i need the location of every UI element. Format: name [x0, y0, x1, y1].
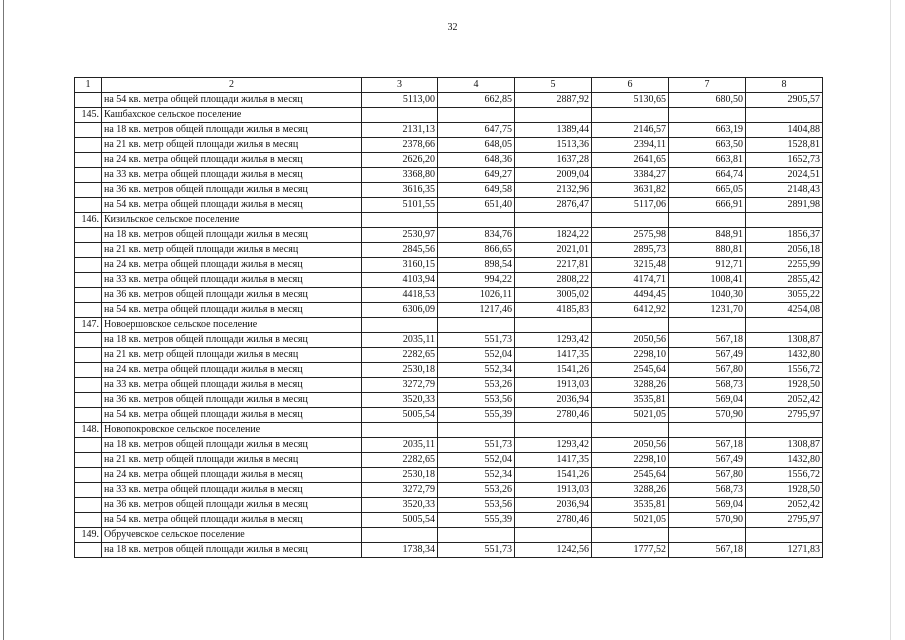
- value-cell: 912,71: [669, 258, 746, 273]
- row-label: на 18 кв. метров общей площади жилья в месяц: [102, 333, 362, 348]
- index-cell: [75, 498, 102, 513]
- value-cell: 567,49: [669, 453, 746, 468]
- value-cell: 3005,02: [515, 288, 592, 303]
- index-cell: [75, 468, 102, 483]
- index-cell: [75, 168, 102, 183]
- value-cell: 2795,97: [746, 408, 823, 423]
- value-cell: 2035,11: [362, 333, 438, 348]
- value-cell: 2845,56: [362, 243, 438, 258]
- index-cell: [75, 258, 102, 273]
- value-cell: 3631,82: [592, 183, 669, 198]
- section-index: 147.: [75, 318, 102, 333]
- value-cell: 1541,26: [515, 363, 592, 378]
- empty-cell: [438, 318, 515, 333]
- section-index: 148.: [75, 423, 102, 438]
- value-cell: 1308,87: [746, 333, 823, 348]
- row-label: на 36 кв. метров общей площади жилья в месяц: [102, 288, 362, 303]
- index-cell: [75, 363, 102, 378]
- empty-cell: [438, 108, 515, 123]
- page-left-edge: [3, 0, 4, 640]
- value-cell: 1293,42: [515, 438, 592, 453]
- value-cell: 2626,20: [362, 153, 438, 168]
- index-cell: [75, 438, 102, 453]
- value-cell: 1026,11: [438, 288, 515, 303]
- header-cell: 8: [746, 78, 823, 93]
- value-cell: 567,80: [669, 363, 746, 378]
- value-cell: 3616,35: [362, 183, 438, 198]
- value-cell: 2050,56: [592, 438, 669, 453]
- value-cell: 2056,18: [746, 243, 823, 258]
- value-cell: 2545,64: [592, 363, 669, 378]
- value-cell: 4103,94: [362, 273, 438, 288]
- empty-cell: [438, 423, 515, 438]
- section-title: Новопокровское сельское поселение: [102, 423, 362, 438]
- value-cell: 1528,81: [746, 138, 823, 153]
- value-cell: 3520,33: [362, 498, 438, 513]
- table-row: [75, 243, 823, 258]
- value-cell: 570,90: [669, 408, 746, 423]
- table-row: [75, 393, 823, 408]
- value-cell: 552,04: [438, 348, 515, 363]
- value-cell: 2887,92: [515, 93, 592, 108]
- table-row: [75, 333, 823, 348]
- value-cell: 648,36: [438, 153, 515, 168]
- header-cell: 7: [669, 78, 746, 93]
- value-cell: 1231,70: [669, 303, 746, 318]
- value-cell: 651,40: [438, 198, 515, 213]
- index-cell: [75, 393, 102, 408]
- value-cell: 3384,27: [592, 168, 669, 183]
- table-row: [75, 453, 823, 468]
- value-cell: 552,04: [438, 453, 515, 468]
- value-cell: 567,80: [669, 468, 746, 483]
- table-row: [75, 183, 823, 198]
- value-cell: 2891,98: [746, 198, 823, 213]
- value-cell: 2036,94: [515, 498, 592, 513]
- empty-cell: [592, 318, 669, 333]
- value-cell: 3368,80: [362, 168, 438, 183]
- value-cell: 834,76: [438, 228, 515, 243]
- row-label: на 54 кв. метра общей площади жилья в месяц: [102, 303, 362, 318]
- table-row: [75, 543, 823, 558]
- value-cell: 994,22: [438, 273, 515, 288]
- row-label: на 36 кв. метров общей площади жилья в месяц: [102, 183, 362, 198]
- index-cell: [75, 333, 102, 348]
- value-cell: 2009,04: [515, 168, 592, 183]
- row-label: на 36 кв. метров общей площади жилья в месяц: [102, 393, 362, 408]
- value-cell: 2298,10: [592, 453, 669, 468]
- empty-cell: [515, 528, 592, 543]
- row-label: на 36 кв. метров общей площади жилья в месяц: [102, 498, 362, 513]
- table-row: [75, 198, 823, 213]
- value-cell: 3535,81: [592, 498, 669, 513]
- table-row: [75, 258, 823, 273]
- value-cell: 866,65: [438, 243, 515, 258]
- table-row: [75, 408, 823, 423]
- value-cell: 2545,64: [592, 468, 669, 483]
- table-header-row: [75, 78, 823, 93]
- section-title: Кизильское сельское поселение: [102, 213, 362, 228]
- value-cell: 1913,03: [515, 378, 592, 393]
- value-cell: 666,91: [669, 198, 746, 213]
- empty-cell: [669, 423, 746, 438]
- table-row: [75, 468, 823, 483]
- value-cell: 552,34: [438, 363, 515, 378]
- empty-cell: [438, 528, 515, 543]
- value-cell: 570,90: [669, 513, 746, 528]
- value-cell: 3288,26: [592, 483, 669, 498]
- empty-cell: [592, 108, 669, 123]
- index-cell: [75, 513, 102, 528]
- table-row: [75, 138, 823, 153]
- empty-cell: [362, 528, 438, 543]
- tariff-table: [74, 77, 823, 558]
- row-label: на 21 кв. метр общей площади жилья в месяц: [102, 138, 362, 153]
- value-cell: 3215,48: [592, 258, 669, 273]
- value-cell: 1913,03: [515, 483, 592, 498]
- value-cell: 649,27: [438, 168, 515, 183]
- empty-cell: [592, 528, 669, 543]
- table-row: [75, 303, 823, 318]
- value-cell: 3272,79: [362, 483, 438, 498]
- header-cell: 1: [75, 78, 102, 93]
- index-cell: [75, 543, 102, 558]
- empty-cell: [515, 108, 592, 123]
- value-cell: 1417,35: [515, 453, 592, 468]
- value-cell: 1389,44: [515, 123, 592, 138]
- value-cell: 665,05: [669, 183, 746, 198]
- value-cell: 2050,56: [592, 333, 669, 348]
- value-cell: 1556,72: [746, 363, 823, 378]
- value-cell: 568,73: [669, 483, 746, 498]
- index-cell: [75, 198, 102, 213]
- value-cell: 1417,35: [515, 348, 592, 363]
- table-row: [75, 483, 823, 498]
- value-cell: 1271,83: [746, 543, 823, 558]
- row-label: на 18 кв. метров общей площади жилья в месяц: [102, 438, 362, 453]
- value-cell: 662,85: [438, 93, 515, 108]
- value-cell: 5113,00: [362, 93, 438, 108]
- value-cell: 2132,96: [515, 183, 592, 198]
- value-cell: 2905,57: [746, 93, 823, 108]
- index-cell: [75, 408, 102, 423]
- value-cell: 2530,18: [362, 468, 438, 483]
- value-cell: 663,19: [669, 123, 746, 138]
- value-cell: 6412,92: [592, 303, 669, 318]
- value-cell: 3520,33: [362, 393, 438, 408]
- value-cell: 2052,42: [746, 498, 823, 513]
- value-cell: 2035,11: [362, 438, 438, 453]
- value-cell: 2895,73: [592, 243, 669, 258]
- value-cell: 1928,50: [746, 378, 823, 393]
- table-row: [75, 378, 823, 393]
- section-title: Обручевское сельское поселение: [102, 528, 362, 543]
- index-cell: [75, 153, 102, 168]
- value-cell: 1928,50: [746, 483, 823, 498]
- row-label: на 33 кв. метра общей площади жилья в месяц: [102, 483, 362, 498]
- value-cell: 1040,30: [669, 288, 746, 303]
- value-cell: 2036,94: [515, 393, 592, 408]
- value-cell: 1308,87: [746, 438, 823, 453]
- empty-cell: [746, 108, 823, 123]
- value-cell: 3160,15: [362, 258, 438, 273]
- table-body: [75, 93, 823, 558]
- value-cell: 648,05: [438, 138, 515, 153]
- value-cell: 1008,41: [669, 273, 746, 288]
- value-cell: 2876,47: [515, 198, 592, 213]
- value-cell: 2808,22: [515, 273, 592, 288]
- empty-cell: [515, 318, 592, 333]
- value-cell: 552,34: [438, 468, 515, 483]
- value-cell: 567,18: [669, 438, 746, 453]
- page-right-edge: [890, 0, 891, 640]
- value-cell: 555,39: [438, 513, 515, 528]
- value-cell: 2146,57: [592, 123, 669, 138]
- value-cell: 553,26: [438, 483, 515, 498]
- row-label: на 24 кв. метра общей площади жилья в месяц: [102, 153, 362, 168]
- value-cell: 1404,88: [746, 123, 823, 138]
- value-cell: 2021,01: [515, 243, 592, 258]
- empty-cell: [362, 318, 438, 333]
- section-row: [75, 528, 823, 543]
- value-cell: 3288,26: [592, 378, 669, 393]
- value-cell: 680,50: [669, 93, 746, 108]
- value-cell: 2378,66: [362, 138, 438, 153]
- header-cell: 4: [438, 78, 515, 93]
- value-cell: 553,26: [438, 378, 515, 393]
- value-cell: 3535,81: [592, 393, 669, 408]
- value-cell: 3272,79: [362, 378, 438, 393]
- value-cell: 555,39: [438, 408, 515, 423]
- value-cell: 880,81: [669, 243, 746, 258]
- value-cell: 568,73: [669, 378, 746, 393]
- value-cell: 848,91: [669, 228, 746, 243]
- row-label: на 33 кв. метра общей площади жилья в месяц: [102, 168, 362, 183]
- empty-cell: [592, 423, 669, 438]
- empty-cell: [515, 213, 592, 228]
- row-label: на 21 кв. метр общей площади жилья в месяц: [102, 453, 362, 468]
- row-label: на 24 кв. метра общей площади жилья в месяц: [102, 363, 362, 378]
- value-cell: 2530,18: [362, 363, 438, 378]
- row-label: на 54 кв. метра общей площади жилья в месяц: [102, 198, 362, 213]
- empty-cell: [669, 213, 746, 228]
- row-label: на 18 кв. метров общей площади жилья в месяц: [102, 228, 362, 243]
- table-row: [75, 348, 823, 363]
- section-row: [75, 213, 823, 228]
- value-cell: 5005,54: [362, 408, 438, 423]
- empty-cell: [746, 528, 823, 543]
- value-cell: 1293,42: [515, 333, 592, 348]
- value-cell: 567,18: [669, 543, 746, 558]
- value-cell: 5021,05: [592, 408, 669, 423]
- table-row: [75, 153, 823, 168]
- index-cell: [75, 288, 102, 303]
- index-cell: [75, 453, 102, 468]
- value-cell: 4254,08: [746, 303, 823, 318]
- value-cell: 2298,10: [592, 348, 669, 363]
- empty-cell: [669, 108, 746, 123]
- value-cell: 1541,26: [515, 468, 592, 483]
- section-index: 146.: [75, 213, 102, 228]
- header-cell: 5: [515, 78, 592, 93]
- value-cell: 2530,97: [362, 228, 438, 243]
- section-title: Кашбахское сельское поселение: [102, 108, 362, 123]
- index-cell: [75, 93, 102, 108]
- row-label: на 18 кв. метров общей площади жилья в месяц: [102, 123, 362, 138]
- table-row: [75, 123, 823, 138]
- value-cell: 553,56: [438, 393, 515, 408]
- value-cell: 2394,11: [592, 138, 669, 153]
- value-cell: 1738,34: [362, 543, 438, 558]
- empty-cell: [746, 423, 823, 438]
- table-row: [75, 168, 823, 183]
- value-cell: 5021,05: [592, 513, 669, 528]
- value-cell: 1637,28: [515, 153, 592, 168]
- value-cell: 2795,97: [746, 513, 823, 528]
- value-cell: 2024,51: [746, 168, 823, 183]
- index-cell: [75, 183, 102, 198]
- index-cell: [75, 303, 102, 318]
- table-row: [75, 228, 823, 243]
- empty-cell: [362, 213, 438, 228]
- value-cell: 1432,80: [746, 453, 823, 468]
- value-cell: 1856,37: [746, 228, 823, 243]
- section-row: [75, 318, 823, 333]
- value-cell: 2780,46: [515, 408, 592, 423]
- row-label: на 21 кв. метр общей площади жилья в месяц: [102, 348, 362, 363]
- value-cell: 2052,42: [746, 393, 823, 408]
- index-cell: [75, 228, 102, 243]
- empty-cell: [438, 213, 515, 228]
- value-cell: 4174,71: [592, 273, 669, 288]
- empty-cell: [669, 318, 746, 333]
- header-cell: 6: [592, 78, 669, 93]
- index-cell: [75, 243, 102, 258]
- value-cell: 1777,52: [592, 543, 669, 558]
- index-cell: [75, 483, 102, 498]
- value-cell: 663,50: [669, 138, 746, 153]
- value-cell: 4185,83: [515, 303, 592, 318]
- row-label: на 54 кв. метра общей площади жилья в месяц: [102, 93, 362, 108]
- value-cell: 2780,46: [515, 513, 592, 528]
- value-cell: 569,04: [669, 498, 746, 513]
- index-cell: [75, 138, 102, 153]
- value-cell: 4494,45: [592, 288, 669, 303]
- value-cell: 1217,46: [438, 303, 515, 318]
- value-cell: 2575,98: [592, 228, 669, 243]
- empty-cell: [362, 423, 438, 438]
- table-row: [75, 513, 823, 528]
- table-row: [75, 438, 823, 453]
- section-index: 149.: [75, 528, 102, 543]
- value-cell: 898,54: [438, 258, 515, 273]
- section-row: [75, 108, 823, 123]
- value-cell: 2282,65: [362, 348, 438, 363]
- index-cell: [75, 123, 102, 138]
- value-cell: 664,74: [669, 168, 746, 183]
- value-cell: 1242,56: [515, 543, 592, 558]
- table-row: [75, 93, 823, 108]
- index-cell: [75, 273, 102, 288]
- empty-cell: [746, 213, 823, 228]
- section-title: Новоершовское сельское поселение: [102, 318, 362, 333]
- empty-cell: [592, 213, 669, 228]
- value-cell: 2255,99: [746, 258, 823, 273]
- value-cell: 2148,43: [746, 183, 823, 198]
- value-cell: 567,49: [669, 348, 746, 363]
- value-cell: 2282,65: [362, 453, 438, 468]
- section-index: 145.: [75, 108, 102, 123]
- value-cell: 5117,06: [592, 198, 669, 213]
- value-cell: 5101,55: [362, 198, 438, 213]
- value-cell: 5130,65: [592, 93, 669, 108]
- value-cell: 553,56: [438, 498, 515, 513]
- table-row: [75, 363, 823, 378]
- value-cell: 649,58: [438, 183, 515, 198]
- value-cell: 1513,36: [515, 138, 592, 153]
- value-cell: 663,81: [669, 153, 746, 168]
- row-label: на 54 кв. метра общей площади жилья в месяц: [102, 408, 362, 423]
- page-number: 32: [447, 22, 458, 33]
- value-cell: 569,04: [669, 393, 746, 408]
- value-cell: 3055,22: [746, 288, 823, 303]
- value-cell: 2855,42: [746, 273, 823, 288]
- empty-cell: [669, 528, 746, 543]
- value-cell: 551,73: [438, 543, 515, 558]
- table-row: [75, 498, 823, 513]
- row-label: на 21 кв. метр общей площади жилья в месяц: [102, 243, 362, 258]
- index-cell: [75, 378, 102, 393]
- value-cell: 2131,13: [362, 123, 438, 138]
- value-cell: 551,73: [438, 438, 515, 453]
- row-label: на 33 кв. метра общей площади жилья в месяц: [102, 378, 362, 393]
- row-label: на 54 кв. метра общей площади жилья в месяц: [102, 513, 362, 528]
- value-cell: 647,75: [438, 123, 515, 138]
- empty-cell: [746, 318, 823, 333]
- header-cell: 2: [102, 78, 362, 93]
- value-cell: 1432,80: [746, 348, 823, 363]
- row-label: на 18 кв. метров общей площади жилья в месяц: [102, 543, 362, 558]
- value-cell: 1556,72: [746, 468, 823, 483]
- index-cell: [75, 348, 102, 363]
- value-cell: 567,18: [669, 333, 746, 348]
- value-cell: 551,73: [438, 333, 515, 348]
- row-label: на 33 кв. метра общей площади жилья в месяц: [102, 273, 362, 288]
- value-cell: 6306,09: [362, 303, 438, 318]
- header-cell: 3: [362, 78, 438, 93]
- row-label: на 24 кв. метра общей площади жилья в месяц: [102, 258, 362, 273]
- value-cell: 1652,73: [746, 153, 823, 168]
- value-cell: 5005,54: [362, 513, 438, 528]
- table-row: [75, 288, 823, 303]
- value-cell: 2217,81: [515, 258, 592, 273]
- value-cell: 2641,65: [592, 153, 669, 168]
- table-row: [75, 273, 823, 288]
- value-cell: 1824,22: [515, 228, 592, 243]
- empty-cell: [362, 108, 438, 123]
- value-cell: 4418,53: [362, 288, 438, 303]
- empty-cell: [515, 423, 592, 438]
- section-row: [75, 423, 823, 438]
- row-label: на 24 кв. метра общей площади жилья в месяц: [102, 468, 362, 483]
